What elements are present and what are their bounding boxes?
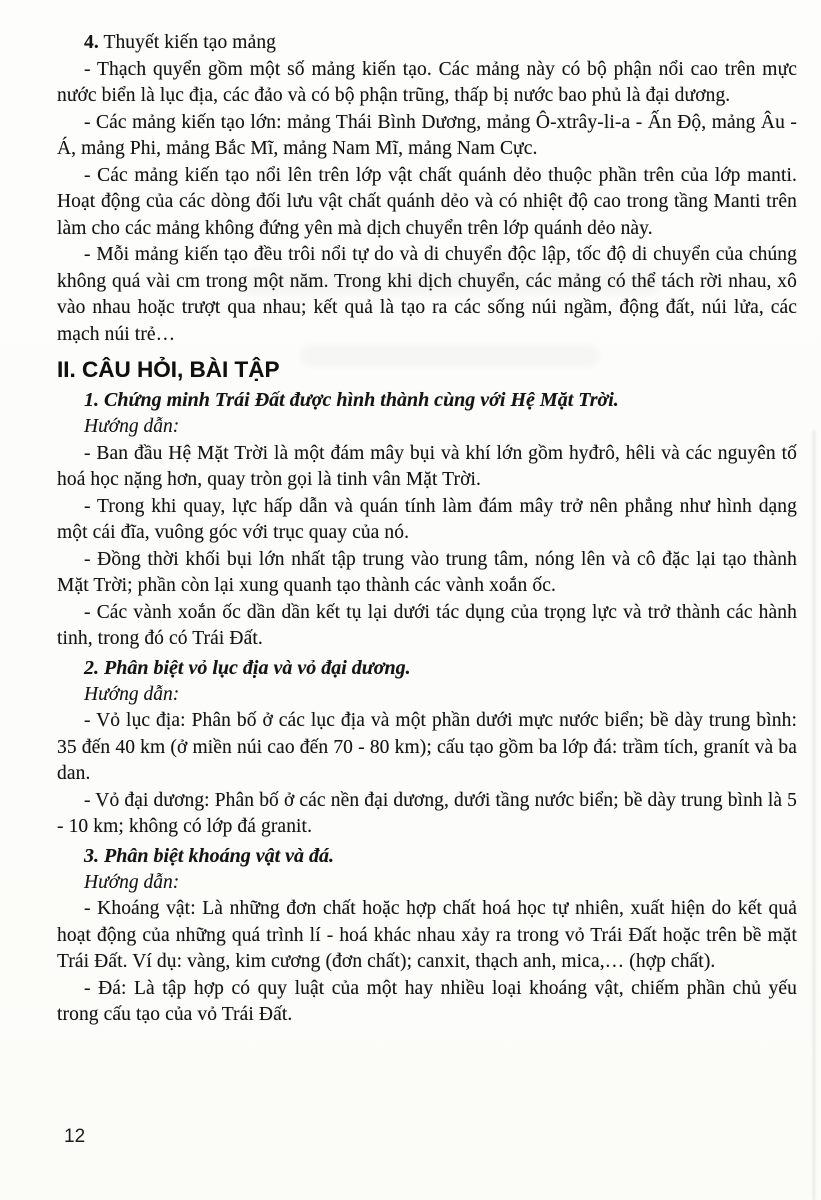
qa-section-heading: II. CÂU HỎI, BÀI TẬP [57,357,280,382]
section-heading-theory [57,30,797,57]
answer-paragraph: - Đồng thời khối bụi lớn nhất tập trung vào trung tâm, nóng lên và cô đặc lại tạo thành Mặt Trời; phần còn lại xung quanh tạo thành các vành xoắn ốc. [57,548,797,596]
guide-label: Hướng dẫn: [84,683,180,705]
question-title: 1. Chứng minh Trái Đất được hình thành cùng với Hệ Mặt Trời. [84,389,619,411]
theory-paragraph: - Thạch quyển gồm một số mảng kiến tạo. Các mảng này có bộ phận nổi cao trên mực nước biển là lục địa, các đảo và có bộ phận trũng, thấp bị nước bao phủ là đại dương. [57,58,797,106]
scan-edge-shadow [813,430,815,1200]
guide-label: Hướng dẫn: [84,416,180,437]
answer-paragraph: - Vỏ lục địa: Phân bố ở các lục địa và một phần dưới mực nước biển; bề dày trung bình: 35 đến 40 km (ở miền núi cao đến 70 - 80 km); cấu tạo gồm ba lớp đá: trầm tích, granít và ba dan. [57,710,797,784]
answer-paragraph: - Khoáng vật: Là những đơn chất hoặc hợp chất hoá học tự nhiên, xuất hiện do kết quả hoạt động của những quá trình lí - hoá khác nhau xảy ra trong vỏ Trái Đất hoặc trên bề mặt Trái Đất. Ví dụ: vàng, kim cương (đơn chất); canxit, thạch anh, mica,… (hợp chất). [57,898,797,972]
theory-paragraph: - Các mảng kiến tạo nổi lên trên lớp vật chất quánh dẻo thuộc phần trên của lớp manti. Hoạt động của các dòng đối lưu vật chất quánh dẻo và có nhiệt độ cao trong tầng Manti trên làm cho các mảng không đứng yên mà dịch chuyển trên lớp quánh dẻo này. [57,164,797,239]
text-block [57,30,797,1029]
question-title: 3. Phân biệt khoáng vật và đá. [84,844,335,867]
answer-paragraph: - Ban đầu Hệ Mặt Trời là một đám mây bụi và khí lớn gồm hyđrô, hêli và các nguyên tố hoá học nặng hơn, quay tròn gọi là tinh vân Mặt Trời. [57,442,797,490]
guide-label: Hướng dẫn: [84,871,180,893]
answer-paragraph: - Đá: Là tập hợp có quy luật của một hay nhiều loại khoáng vật, chiếm phần chủ yếu trong cấu tạo của vỏ Trái Đất. [57,977,797,1025]
answer-paragraph: - Trong khi quay, lực hấp dẫn và quán tính làm đám mây trở nên phẳng như hình dạng một cái đĩa, vuông góc với trục quay của nó. [57,495,797,543]
section-title: Thuyết kiến tạo mảng [98,32,277,53]
answer-paragraph: - Vỏ đại dương: Phân bố ở các nền đại dương, dưới tầng nước biển; bề dày trung bình là 5 - 10 km; không có lớp đá granit. [57,789,797,837]
answer-paragraph: - Các vành xoắn ốc dần dần kết tụ lại dưới tác dụng của trọng lực và trở thành các hành tinh, trong đó có Trái Đất. [57,601,797,649]
theory-paragraph: - Các mảng kiến tạo lớn: mảng Thái Bình Dương, mảng Ô-xtrây-li-a - Ấn Độ, mảng Âu - Á, mảng Phi, mảng Bắc Mĩ, mảng Nam Mĩ, mảng Nam Cực. [57,111,797,159]
theory-paragraph: - Mỗi mảng kiến tạo đều trôi nổi tự do và di chuyển độc lập, tốc độ di chuyển của chúng không quá vài cm trong một năm. Trong khi dịch chuyển, các mảng có thể tách rời nhau, xô vào nhau hoặc trượt qua nhau; kết quả là tạo ra các sống núi ngầm, động đất, núi lửa, các mạch núi trẻ… [57,244,797,345]
question-title: 2. Phân biệt vỏ lục địa và vỏ đại dương. [84,656,411,679]
section-number: 4. [84,32,99,53]
page-number: 12 [64,1126,86,1147]
